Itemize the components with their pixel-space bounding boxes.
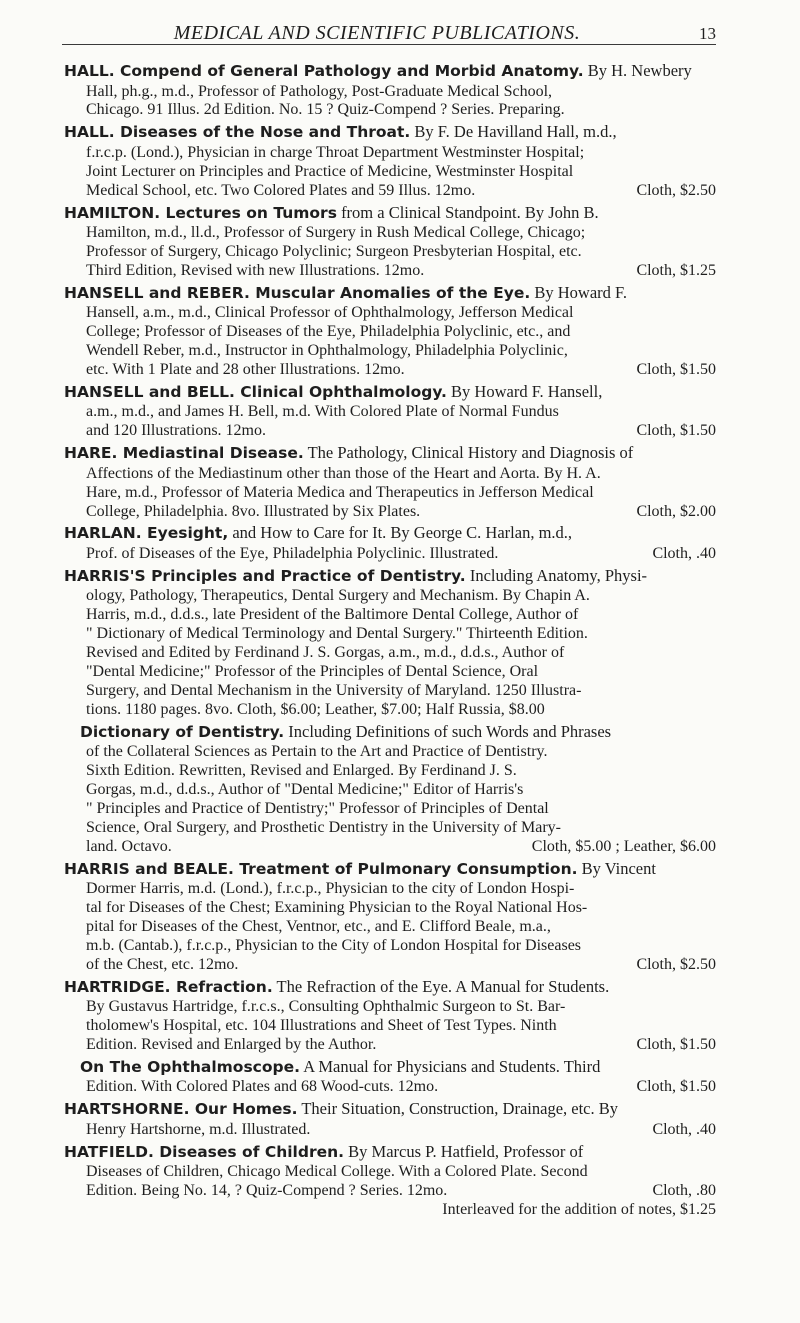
entry-price: Cloth, $1.25 [636, 261, 716, 279]
entry-text: f.r.c.p. (Lond.), Physician in charge Throat Department Westminster Hospital; [86, 143, 585, 161]
entry-heading-line [64, 381, 716, 404]
entry-text: Edition. Revised and Enlarged by the Author. [86, 1035, 377, 1053]
entry-text: By H. Newbery [583, 61, 692, 80]
catalog-entry [64, 976, 716, 1055]
entry-body-line [80, 838, 716, 857]
entry-text: a.m., m.d., and James H. Bell, m.d. With Colored Plate of Normal Fundus [86, 403, 559, 421]
entry-text: and How to Care for It. By George C. Harlan, m.d., [228, 523, 573, 543]
entry-text: ology, Pathology, Therapeutics, Dental Surgery and Mechanism. By Chapin A. [86, 587, 590, 605]
entry-price: Cloth, .40 [652, 1120, 716, 1138]
entry-body-line [80, 762, 716, 781]
entry-text: Revised and Edited by Ferdinand J. S. Gorgas, a.m., m.d., d.d.s., Author of [86, 644, 565, 662]
catalog-entry [80, 1056, 716, 1097]
entry-heading-line [64, 442, 716, 465]
entry-text: Henry Hartshorne, m.d. Illustrated. [86, 1120, 311, 1138]
entry-body-line [80, 800, 716, 819]
entry-body-line [64, 182, 716, 201]
entry-body-line [64, 262, 716, 281]
entry-title: HARTSHORNE. Our Homes. [64, 1100, 298, 1119]
catalog-entry [64, 202, 716, 281]
entry-body-line [64, 1017, 716, 1036]
entry-text: Joint Lecturer on Principles and Practice of Medicine, Westminster Hospital [86, 162, 574, 180]
entry-text: tholomew's Hospital, etc. 104 Illustrations and Sheet of Test Types. Ninth [86, 1017, 557, 1035]
entry-text: Surgery, and Dental Mechanism in the University of Maryland. 1250 Illustra- [86, 681, 582, 699]
entry-heading-line [64, 121, 716, 144]
entry-body-line [64, 606, 716, 625]
entry-heading-line [64, 60, 716, 83]
entry-body-line [64, 163, 716, 182]
entry-body-line [64, 1163, 716, 1182]
entry-text: Affections of the Mediastinum other than those of the Heart and Aorta. By H. A. [86, 464, 601, 482]
entry-body-line [64, 663, 716, 682]
entry-heading-line [64, 202, 716, 225]
entry-text: Diseases of Children, Chicago Medical College. With a Colored Plate. Second [86, 1163, 588, 1181]
entry-text: from a Clinical Standpoint. By John B. [336, 202, 599, 222]
entry-text: College, Philadelphia. 8vo. Illustrated by Six Plates. [86, 502, 421, 520]
entry-text: Gorgas, m.d., d.d.s., Author of "Dental Medicine;" Editor of Harris's [86, 780, 524, 798]
catalog-entry [64, 282, 716, 380]
catalog-entry [64, 1098, 716, 1139]
entry-text: By F. De Havilland Hall, m.d., [410, 122, 617, 142]
entry-heading-line [64, 565, 716, 588]
entry-title: HARRIS'S Principles and Practice of Dentistry. [64, 566, 466, 585]
entry-body-line [64, 243, 716, 262]
entry-text: Their Situation, Construction, Drainage, etc. By [297, 1099, 619, 1119]
entry-price: Interleaved for the addition of notes, $1.25 [442, 1200, 716, 1218]
entry-text: Science, Oral Surgery, and Prosthetic Dentistry in the University of Mary- [86, 818, 561, 836]
entry-body-line [64, 998, 716, 1017]
entry-title: On The Ophthalmoscope. [80, 1057, 301, 1076]
entry-heading-line [64, 1098, 716, 1121]
entry-body-line [80, 743, 716, 762]
entry-body-line [64, 545, 716, 564]
entry-price: Cloth, $2.50 [636, 955, 716, 973]
catalog-entry [80, 721, 716, 857]
entry-text: Wendell Reber, m.d., Instructor in Ophthalmology, Philadelphia Polyclinic, [86, 342, 568, 360]
entry-text: By Howard F. Hansell, [446, 381, 603, 401]
entry-body-line [64, 701, 716, 720]
entry-body-line [64, 899, 716, 918]
entry-body-line [64, 644, 716, 663]
entry-text: Prof. of Diseases of the Eye, Philadelphia Polyclinic. Illustrated. [86, 544, 499, 562]
entry-heading-line [64, 858, 716, 881]
entry-body-line [64, 625, 716, 644]
entry-price: Cloth, $5.00 ; Leather, $6.00 [531, 837, 716, 855]
entry-body-line [64, 1182, 716, 1201]
entry-body-line [64, 1121, 716, 1140]
entry-title: HARE. Mediastinal Disease. [64, 444, 304, 463]
entry-title: HARLAN. Eyesight, [64, 524, 229, 543]
catalog-entry [64, 60, 716, 120]
entry-text: m.b. (Cantab.), f.r.c.p., Physician to the City of London Hospital for Diseases [86, 936, 582, 954]
entry-text: and 120 Illustrations. 12mo. [86, 422, 266, 440]
entry-title: HARTRIDGE. Refraction. [64, 977, 273, 996]
entry-text: Sixth Edition. Rewritten, Revised and Enlarged. By Ferdinand J. S. [86, 762, 517, 780]
entry-text: of the Chest, etc. 12mo. [86, 955, 239, 973]
entry-body-line [64, 101, 716, 120]
entry-body-line [64, 937, 716, 956]
entry-body-line [64, 503, 716, 522]
entry-title: Dictionary of Dentistry. [80, 722, 285, 741]
entry-heading-line [80, 721, 716, 744]
entry-price: Cloth, .40 [652, 544, 716, 562]
entry-text: pital for Diseases of the Chest, Ventnor, etc., and E. Clifford Beale, m.a., [86, 917, 551, 935]
entry-heading-line [64, 976, 716, 999]
entry-body-line [64, 304, 716, 323]
entry-text: Hansell, a.m., m.d., Clinical Professor of Ophthalmology, Jefferson Medical [86, 304, 574, 322]
entry-heading-line [64, 1141, 716, 1164]
entry-body-line [64, 361, 716, 380]
entry-text: Hare, m.d., Professor of Materia Medica and Therapeutics in Jefferson Medical [86, 483, 594, 501]
entry-title: HATFIELD. Diseases of Children. [64, 1142, 345, 1161]
running-title: MEDICAL AND SCIENTIFIC PUBLICATIONS. [173, 22, 581, 44]
entry-body-line [64, 465, 716, 484]
entry-body-line [64, 484, 716, 503]
entry-title: HAMILTON. Lectures on Tumors [64, 203, 337, 222]
entry-price: Cloth, .80 [652, 1182, 716, 1200]
entry-text: Edition. Being No. 14, ? Quiz-Compend ? Series. 12mo. [86, 1182, 448, 1200]
catalog-entry [64, 522, 716, 563]
entry-text: Third Edition, Revised with new Illustrations. 12mo. [86, 261, 425, 279]
entry-price: Cloth, $1.50 [636, 1035, 716, 1053]
entry-body-line [64, 144, 716, 163]
entry-price: Cloth, $1.50 [636, 422, 716, 440]
entry-text: " Dictionary of Medical Terminology and Dental Surgery." Thirteenth Edition. [86, 625, 588, 643]
entry-text: Chicago. 91 Illus. 2d Edition. No. 15 ? Quiz-Compend ? Series. Preparing. [86, 101, 565, 119]
entry-text: land. Octavo. [86, 837, 172, 855]
entry-price: Cloth, $2.50 [636, 181, 716, 199]
entry-text: Dormer Harris, m.d. (Lond.), f.r.c.p., Physician to the city of London Hospi- [86, 880, 575, 898]
catalog-entry [64, 121, 716, 200]
entry-heading-line [64, 282, 716, 305]
entry-heading-line [80, 1056, 716, 1079]
catalog-entry [64, 565, 716, 720]
entry-text: Hall, ph.g., m.d., Professor of Pathology, Post-Graduate Medical School, [86, 82, 553, 100]
entry-body-line [64, 422, 716, 441]
entry-text: By Gustavus Hartridge, f.r.c.s., Consulting Ophthalmic Surgeon to St. Bar- [86, 998, 566, 1016]
entry-text: of the Collateral Sciences as Pertain to the Art and Practice of Dentistry. [86, 743, 548, 761]
entry-text: tal for Diseases of the Chest; Examining Physician to the Royal National Hos- [86, 899, 588, 916]
entry-text: The Pathology, Clinical History and Diagnosis of [303, 443, 634, 463]
entry-text: By Marcus P. Hatfield, Professor of [344, 1141, 584, 1161]
entry-text: A Manual for Physicians and Students. Third [300, 1056, 601, 1076]
entry-text: By Howard F. [530, 282, 628, 302]
entry-body-line [64, 1036, 716, 1055]
entry-text: "Dental Medicine;" Professor of the Principles of Dental Science, Oral [86, 662, 539, 680]
entry-title: HARRIS and BEALE. Treatment of Pulmonary Consumption. [64, 859, 578, 878]
entry-text: Harris, m.d., d.d.s., late President of the Baltimore Dental College, Author of [86, 606, 579, 624]
entry-body-line [64, 403, 716, 422]
catalog-entry [64, 442, 716, 521]
entry-price: Cloth, $2.00 [636, 502, 716, 520]
catalog-entries [64, 60, 716, 1218]
page-number: 13 [699, 24, 716, 43]
entry-body-line [64, 956, 716, 975]
entry-body-line [64, 323, 716, 342]
entry-price: Cloth, $1.50 [636, 1078, 716, 1096]
entry-text: Including Definitions of such Words and Phrases [284, 721, 612, 741]
entry-title: HALL. Compend of General Pathology and Morbid Anatomy. [64, 62, 584, 80]
entry-title: HANSELL and BELL. Clinical Ophthalmology. [64, 382, 447, 401]
entry-price: Cloth, $1.50 [636, 360, 716, 378]
entry-body-line [64, 918, 716, 937]
entry-text: The Refraction of the Eye. A Manual for Students. [272, 976, 610, 996]
entry-body-line [80, 1078, 716, 1097]
entry-text: By Vincent [577, 858, 656, 878]
entry-text: College; Professor of Diseases of the Eye, Philadelphia Polyclinic, etc., and [86, 323, 571, 341]
entry-text: Hamilton, m.d., ll.d., Professor of Surgery in Rush Medical College, Chicago; [86, 224, 586, 242]
entry-text: " Principles and Practice of Dentistry;" Professor of Principles of Dental [86, 799, 549, 817]
entry-title: HALL. Diseases of the Nose and Throat. [64, 123, 411, 142]
entry-body-line [64, 83, 716, 102]
entry-body-line [64, 880, 716, 899]
catalog-entry [64, 858, 716, 975]
entry-body-line [80, 781, 716, 800]
entry-heading-line [64, 522, 716, 545]
entry-body-line [64, 342, 716, 361]
entry-text: Medical School, etc. Two Colored Plates and 59 Illus. 12mo. [86, 181, 476, 199]
running-header [62, 22, 716, 45]
entry-text: tions. 1180 pages. 8vo. Cloth, $6.00; Leather, $7.00; Half Russia, $8.00 [86, 700, 545, 718]
entry-text: Edition. With Colored Plates and 68 Wood-cuts. 12mo. [86, 1078, 439, 1096]
entry-text: Including Anatomy, Physi- [465, 565, 648, 585]
entry-body-line [64, 587, 716, 606]
catalog-entry [64, 1141, 716, 1218]
entry-body-line [64, 224, 716, 243]
entry-body-line [80, 819, 716, 838]
entry-title: HANSELL and REBER. Muscular Anomalies of the Eye. [64, 283, 531, 302]
entry-text: etc. With 1 Plate and 28 other Illustrations. 12mo. [86, 360, 405, 378]
entry-body-line [64, 682, 716, 701]
catalog-entry [64, 381, 716, 441]
entry-text: Professor of Surgery, Chicago Polyclinic; Surgeon Presbyterian Hospital, etc. [86, 242, 582, 260]
